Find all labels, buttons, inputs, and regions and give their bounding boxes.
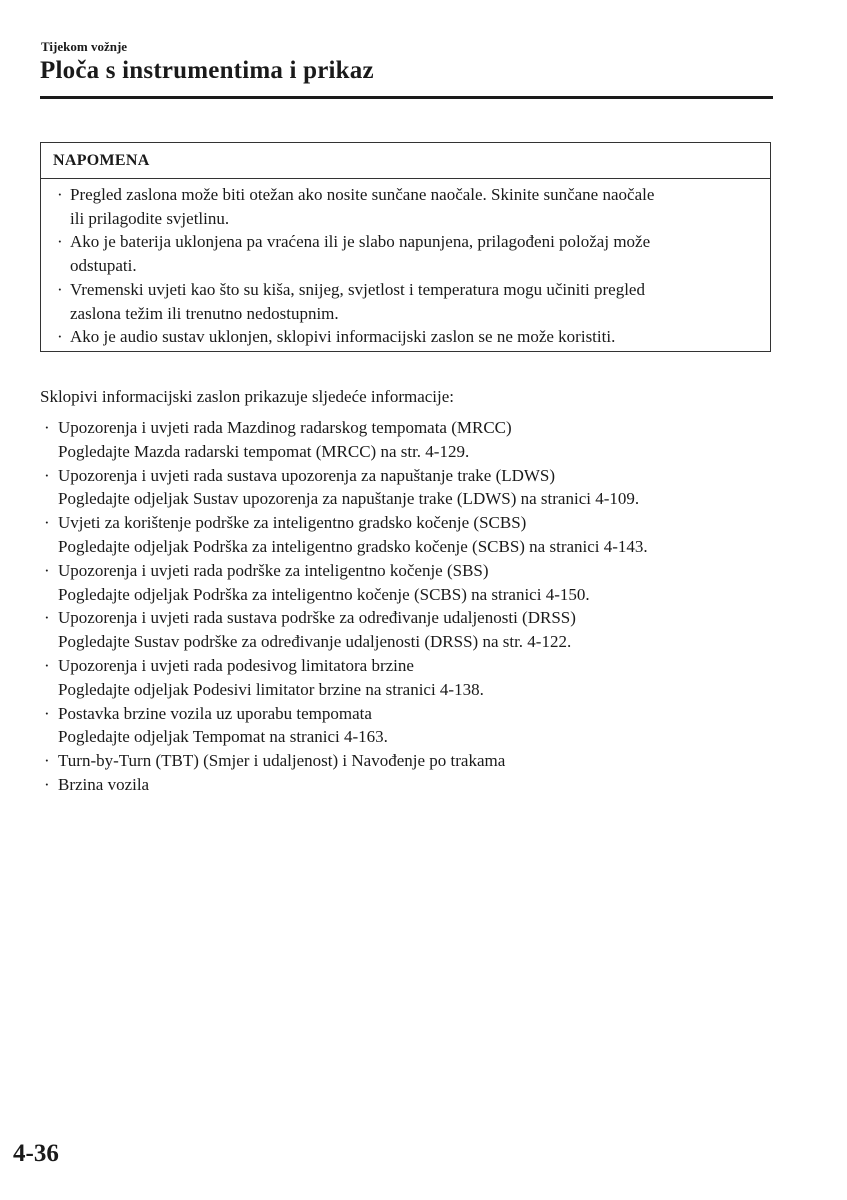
info-item-line: Pogledajte odjeljak Tempomat na stranici 4-163.	[58, 727, 388, 747]
bullet-icon: ·	[44, 608, 50, 628]
info-item-line: Upozorenja i uvjeti rada podesivog limitatora brzine	[58, 655, 414, 675]
info-item	[40, 654, 780, 702]
info-item-line: Upozorenja i uvjeti rada sustava upozorenja za napuštanje trake (LDWS)	[58, 465, 556, 485]
bullet-icon: ·	[44, 655, 50, 675]
bullet-icon: ·	[44, 513, 50, 533]
bullet-icon: ·	[44, 774, 50, 794]
info-item-line: Brzina vozila	[58, 774, 150, 794]
info-item-line: Pogledajte Mazda radarski tempomat (MRCC) na str. 4-129.	[58, 441, 470, 461]
note-heading: NAPOMENA	[41, 143, 770, 179]
page-title: Ploča s instrumentima i prikaz	[40, 57, 374, 84]
bullet-icon: ·	[57, 232, 63, 252]
info-item	[40, 606, 780, 654]
page-number: 4-36	[13, 1140, 59, 1167]
note-item-line: Vremenski uvjeti kao što su kiša, snijeg, svjetlost i temperatura mogu učiniti pregled	[70, 279, 645, 299]
note-item-line: odstupati.	[70, 256, 137, 276]
info-item	[40, 464, 780, 512]
title-divider	[40, 96, 773, 99]
note-item	[41, 278, 770, 325]
note-item-line: Ako je audio sustav uklonjen, sklopivi informacijski zaslon se ne može koristiti.	[70, 327, 616, 347]
note-item	[41, 230, 770, 277]
bullet-icon: ·	[44, 465, 50, 485]
info-item-line: Upozorenja i uvjeti rada podrške za inteligentno kočenje (SBS)	[58, 560, 489, 580]
intro-text: Sklopivi informacijski zaslon prikazuje sljedeće informacije:	[40, 387, 455, 406]
info-item-line: Pogledajte Sustav podrške za određivanje udaljenosti (DRSS) na str. 4-122.	[58, 632, 572, 652]
bullet-icon: ·	[44, 560, 50, 580]
info-item	[40, 416, 780, 464]
note-item-line: Pregled zaslona može biti otežan ako nosite sunčane naočale. Skinite sunčane naočale	[70, 185, 655, 204]
note-item-line: Ako je baterija uklonjena pa vraćena ili je slabo napunjena, prilagođeni položaj može	[70, 232, 651, 252]
info-item	[40, 773, 780, 797]
note-list	[41, 179, 770, 349]
note-box	[40, 142, 771, 352]
section-label: Tijekom vožnje	[41, 39, 128, 54]
bullet-icon: ·	[44, 703, 50, 723]
note-item-line: ili prilagodite svjetlinu.	[70, 208, 230, 228]
note-item	[41, 325, 770, 349]
info-item-line: Pogledajte odjeljak Sustav upozorenja za napuštanje trake (LDWS) na stranici 4-109.	[58, 489, 640, 509]
info-list	[40, 416, 780, 797]
info-item	[40, 749, 780, 773]
info-item-line: Pogledajte odjeljak Podesivi limitator brzine na stranici 4-138.	[58, 679, 484, 699]
info-item-line: Pogledajte odjeljak Podrška za inteligentno kočenje (SCBS) na stranici 4-150.	[58, 584, 590, 604]
note-item-line: zaslona težim ili trenutno nedostupnim.	[70, 303, 339, 323]
info-item	[40, 702, 780, 750]
info-item	[40, 559, 780, 607]
bullet-icon: ·	[57, 185, 63, 204]
note-item	[41, 183, 770, 230]
info-item	[40, 511, 780, 559]
info-item-line: Upozorenja i uvjeti rada sustava podrške za određivanje udaljenosti (DRSS)	[58, 608, 576, 628]
info-item-line: Upozorenja i uvjeti rada Mazdinog radarskog tempomata (MRCC)	[58, 418, 512, 437]
bullet-icon: ·	[44, 751, 50, 771]
info-item-line: Postavka brzine vozila uz uporabu tempomata	[58, 703, 372, 723]
bullet-icon: ·	[57, 327, 63, 347]
bullet-icon: ·	[57, 279, 63, 299]
info-item-line: Turn-by-Turn (TBT) (Smjer i udaljenost) i Navođenje po trakama	[58, 751, 506, 771]
info-item-line: Uvjeti za korištenje podrške za inteligentno gradsko kočenje (SCBS)	[58, 513, 527, 533]
info-item-line: Pogledajte odjeljak Podrška za inteligentno gradsko kočenje (SCBS) na stranici 4-143.	[58, 536, 648, 556]
bullet-icon: ·	[44, 418, 50, 437]
